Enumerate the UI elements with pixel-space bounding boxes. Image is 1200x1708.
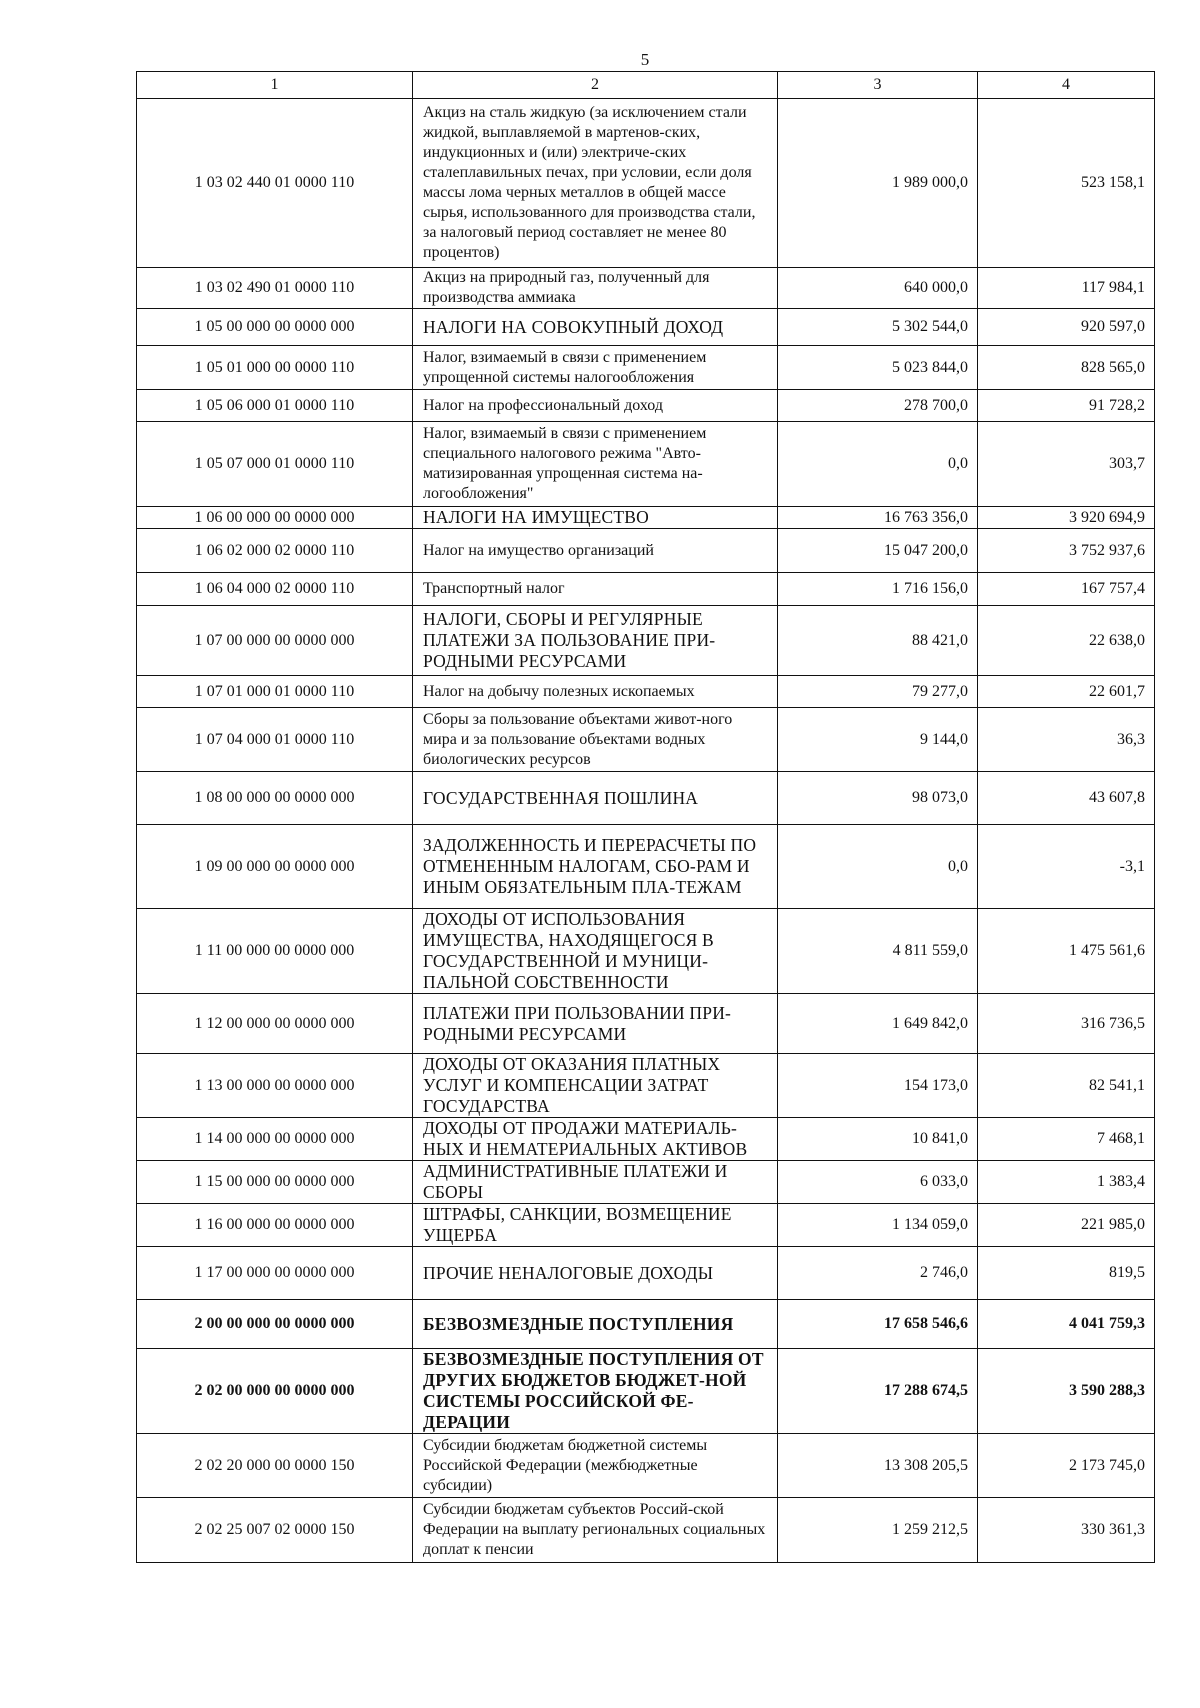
- budget-code-cell: 1 05 01 000 00 0000 110: [137, 346, 413, 390]
- plan-amount-cell: 2 746,0: [778, 1247, 978, 1300]
- plan-amount-cell: 9 144,0: [778, 708, 978, 772]
- revenue-name-cell: ДОХОДЫ ОТ ОКАЗАНИЯ ПЛАТНЫХ УСЛУГ И КОМПЕНСАЦИИ ЗАТРАТ ГОСУДАРСТВА: [413, 1054, 778, 1118]
- revenue-name-cell: Налог на имущество организаций: [413, 529, 778, 573]
- actual-amount-cell: 22 601,7: [978, 676, 1155, 708]
- revenue-name-cell: Субсидии бюджетам субъектов Россий-ской Федерации на выплату региональных социальных доплат к пенсии: [413, 1498, 778, 1563]
- actual-amount-cell: 7 468,1: [978, 1118, 1155, 1161]
- plan-amount-cell: 88 421,0: [778, 606, 978, 676]
- budget-code-cell: 1 05 06 000 01 0000 110: [137, 390, 413, 422]
- plan-amount-cell: 0,0: [778, 825, 978, 909]
- actual-amount-cell: 828 565,0: [978, 346, 1155, 390]
- actual-amount-cell: 330 361,3: [978, 1498, 1155, 1563]
- budget-code-cell: 2 00 00 000 00 0000 000: [137, 1300, 413, 1349]
- plan-amount-cell: 10 841,0: [778, 1118, 978, 1161]
- table-row: [137, 1054, 1155, 1118]
- revenue-name-cell: ГОСУДАРСТВЕННАЯ ПОШЛИНА: [413, 772, 778, 825]
- actual-amount-cell: 819,5: [978, 1247, 1155, 1300]
- actual-amount-cell: 22 638,0: [978, 606, 1155, 676]
- budget-code-cell: 1 15 00 000 00 0000 000: [137, 1161, 413, 1204]
- budget-code-cell: 1 05 00 000 00 0000 000: [137, 309, 413, 346]
- revenue-name-cell: НАЛОГИ НА ИМУЩЕСТВО: [413, 507, 778, 529]
- revenue-name-cell: Налог, взимаемый в связи с применением упрощенной системы налогообложения: [413, 346, 778, 390]
- revenue-name-cell: Акциз на сталь жидкую (за исключением стали жидкой, выплавляемой в мартенов-ских, индукционных и (или) электриче-ских сталеплавильных печах, при условии, если доля массы лома черных металлов в общей массе сырья, использованного для производства стали, за налоговый период составляет не менее 80 процентов): [413, 99, 778, 268]
- budget-code-cell: 1 06 04 000 02 0000 110: [137, 573, 413, 606]
- budget-code-cell: 2 02 25 007 02 0000 150: [137, 1498, 413, 1563]
- plan-amount-cell: 278 700,0: [778, 390, 978, 422]
- budget-code-cell: 1 17 00 000 00 0000 000: [137, 1247, 413, 1300]
- actual-amount-cell: 221 985,0: [978, 1204, 1155, 1247]
- revenue-table: [136, 71, 1155, 1563]
- budget-code-cell: 1 03 02 490 01 0000 110: [137, 268, 413, 309]
- revenue-name-cell: Акциз на природный газ, полученный для производства аммиака: [413, 268, 778, 309]
- plan-amount-cell: 17 658 546,6: [778, 1300, 978, 1349]
- budget-code-cell: 1 06 00 000 00 0000 000: [137, 507, 413, 529]
- revenue-name-cell: ПЛАТЕЖИ ПРИ ПОЛЬЗОВАНИИ ПРИ-РОДНЫМИ РЕСУРСАМИ: [413, 994, 778, 1054]
- actual-amount-cell: 316 736,5: [978, 994, 1155, 1054]
- actual-amount-cell: 3 752 937,6: [978, 529, 1155, 573]
- budget-code-cell: 1 05 07 000 01 0000 110: [137, 422, 413, 507]
- actual-amount-cell: 36,3: [978, 708, 1155, 772]
- actual-amount-cell: 1 475 561,6: [978, 909, 1155, 994]
- table-row: [137, 99, 1155, 268]
- plan-amount-cell: 4 811 559,0: [778, 909, 978, 994]
- revenue-name-cell: Налог на профессиональный доход: [413, 390, 778, 422]
- revenue-name-cell: Налог на добычу полезных ископаемых: [413, 676, 778, 708]
- header-col-3: 3: [778, 72, 978, 99]
- header-row: [137, 72, 1155, 99]
- table-row: [137, 529, 1155, 573]
- table-row: [137, 1247, 1155, 1300]
- revenue-name-cell: БЕЗВОЗМЕЗДНЫЕ ПОСТУПЛЕНИЯ: [413, 1300, 778, 1349]
- actual-amount-cell: 117 984,1: [978, 268, 1155, 309]
- plan-amount-cell: 17 288 674,5: [778, 1349, 978, 1434]
- plan-amount-cell: 6 033,0: [778, 1161, 978, 1204]
- budget-code-cell: 1 14 00 000 00 0000 000: [137, 1118, 413, 1161]
- budget-code-cell: 1 08 00 000 00 0000 000: [137, 772, 413, 825]
- revenue-name-cell: ДОХОДЫ ОТ ПРОДАЖИ МАТЕРИАЛЬ-НЫХ И НЕМАТЕРИАЛЬНЫХ АКТИВОВ: [413, 1118, 778, 1161]
- table-row: [137, 909, 1155, 994]
- table-row: [137, 825, 1155, 909]
- budget-code-cell: 1 16 00 000 00 0000 000: [137, 1204, 413, 1247]
- actual-amount-cell: -3,1: [978, 825, 1155, 909]
- revenue-name-cell: ЗАДОЛЖЕННОСТЬ И ПЕРЕРАСЧЕТЫ ПО ОТМЕНЕННЫМ НАЛОГАМ, СБО-РАМ И ИНЫМ ОБЯЗАТЕЛЬНЫМ ПЛА-ТЕЖАМ: [413, 825, 778, 909]
- budget-code-cell: 1 12 00 000 00 0000 000: [137, 994, 413, 1054]
- actual-amount-cell: 2 173 745,0: [978, 1434, 1155, 1498]
- plan-amount-cell: 16 763 356,0: [778, 507, 978, 529]
- budget-code-cell: 1 07 04 000 01 0000 110: [137, 708, 413, 772]
- actual-amount-cell: 82 541,1: [978, 1054, 1155, 1118]
- budget-code-cell: 1 11 00 000 00 0000 000: [137, 909, 413, 994]
- table-row: [137, 268, 1155, 309]
- revenue-name-cell: Субсидии бюджетам бюджетной системы Российской Федерации (межбюджетные субсидии): [413, 1434, 778, 1498]
- revenue-name-cell: НАЛОГИ НА СОВОКУПНЫЙ ДОХОД: [413, 309, 778, 346]
- plan-amount-cell: 5 023 844,0: [778, 346, 978, 390]
- header-col-4: 4: [978, 72, 1155, 99]
- actual-amount-cell: 3 920 694,9: [978, 507, 1155, 529]
- table-row: [137, 390, 1155, 422]
- revenue-name-cell: ШТРАФЫ, САНКЦИИ, ВОЗМЕЩЕНИЕ УЩЕРБА: [413, 1204, 778, 1247]
- plan-amount-cell: 640 000,0: [778, 268, 978, 309]
- actual-amount-cell: 303,7: [978, 422, 1155, 507]
- page-number: 5: [640, 50, 650, 69]
- table-row: [137, 708, 1155, 772]
- revenue-name-cell: АДМИНИСТРАТИВНЫЕ ПЛАТЕЖИ И СБОРЫ: [413, 1161, 778, 1204]
- header-col-2: 2: [413, 72, 778, 99]
- plan-amount-cell: 1 989 000,0: [778, 99, 978, 268]
- plan-amount-cell: 1 134 059,0: [778, 1204, 978, 1247]
- revenue-name-cell: ПРОЧИЕ НЕНАЛОГОВЫЕ ДОХОДЫ: [413, 1247, 778, 1300]
- actual-amount-cell: 91 728,2: [978, 390, 1155, 422]
- budget-code-cell: 1 09 00 000 00 0000 000: [137, 825, 413, 909]
- revenue-name-cell: Транспортный налог: [413, 573, 778, 606]
- table-row: [137, 676, 1155, 708]
- actual-amount-cell: 523 158,1: [978, 99, 1155, 268]
- table-row: [137, 346, 1155, 390]
- budget-code-cell: 2 02 20 000 00 0000 150: [137, 1434, 413, 1498]
- budget-code-cell: 1 06 02 000 02 0000 110: [137, 529, 413, 573]
- actual-amount-cell: 3 590 288,3: [978, 1349, 1155, 1434]
- table-row: [137, 1300, 1155, 1349]
- table-row: [137, 772, 1155, 825]
- plan-amount-cell: 1 716 156,0: [778, 573, 978, 606]
- actual-amount-cell: 920 597,0: [978, 309, 1155, 346]
- revenue-name-cell: Сборы за пользование объектами живот-ного мира и за пользование объектами водных биологических ресурсов: [413, 708, 778, 772]
- budget-code-cell: 1 13 00 000 00 0000 000: [137, 1054, 413, 1118]
- actual-amount-cell: 43 607,8: [978, 772, 1155, 825]
- budget-code-cell: 1 03 02 440 01 0000 110: [137, 99, 413, 268]
- table-row: [137, 1434, 1155, 1498]
- plan-amount-cell: 98 073,0: [778, 772, 978, 825]
- budget-code-cell: 1 07 01 000 01 0000 110: [137, 676, 413, 708]
- header-col-1: 1: [137, 72, 413, 99]
- revenue-name-cell: ДОХОДЫ ОТ ИСПОЛЬЗОВАНИЯ ИМУЩЕСТВА, НАХОДЯЩЕГОСЯ В ГОСУДАРСТВЕННОЙ И МУНИЦИ-ПАЛЬНОЙ СОБСТВЕННОСТИ: [413, 909, 778, 994]
- table-row: [137, 507, 1155, 529]
- plan-amount-cell: 13 308 205,5: [778, 1434, 978, 1498]
- actual-amount-cell: 4 041 759,3: [978, 1300, 1155, 1349]
- table-row: [137, 573, 1155, 606]
- plan-amount-cell: 0,0: [778, 422, 978, 507]
- plan-amount-cell: 5 302 544,0: [778, 309, 978, 346]
- actual-amount-cell: 167 757,4: [978, 573, 1155, 606]
- table-row: [137, 1204, 1155, 1247]
- revenue-name-cell: Налог, взимаемый в связи с применением специального налогового режима "Авто-матизированная упрощенная система на-логообложения": [413, 422, 778, 507]
- table-row: [137, 309, 1155, 346]
- table-row: [137, 994, 1155, 1054]
- budget-code-cell: 1 07 00 000 00 0000 000: [137, 606, 413, 676]
- plan-amount-cell: 15 047 200,0: [778, 529, 978, 573]
- actual-amount-cell: 1 383,4: [978, 1161, 1155, 1204]
- plan-amount-cell: 1 259 212,5: [778, 1498, 978, 1563]
- budget-code-cell: 2 02 00 000 00 0000 000: [137, 1349, 413, 1434]
- revenue-name-cell: НАЛОГИ, СБОРЫ И РЕГУЛЯРНЫЕ ПЛАТЕЖИ ЗА ПОЛЬЗОВАНИЕ ПРИ-РОДНЫМИ РЕСУРСАМИ: [413, 606, 778, 676]
- table-row: [137, 1118, 1155, 1161]
- table-row: [137, 1161, 1155, 1204]
- revenue-name-cell: БЕЗВОЗМЕЗДНЫЕ ПОСТУПЛЕНИЯ ОТ ДРУГИХ БЮДЖЕТОВ БЮДЖЕТ-НОЙ СИСТЕМЫ РОССИЙСКОЙ ФЕ-ДЕРАЦИИ: [413, 1349, 778, 1434]
- table-row: [137, 1349, 1155, 1434]
- table-row: [137, 606, 1155, 676]
- plan-amount-cell: 79 277,0: [778, 676, 978, 708]
- plan-amount-cell: 1 649 842,0: [778, 994, 978, 1054]
- table-row: [137, 422, 1155, 507]
- plan-amount-cell: 154 173,0: [778, 1054, 978, 1118]
- table-row: [137, 1498, 1155, 1563]
